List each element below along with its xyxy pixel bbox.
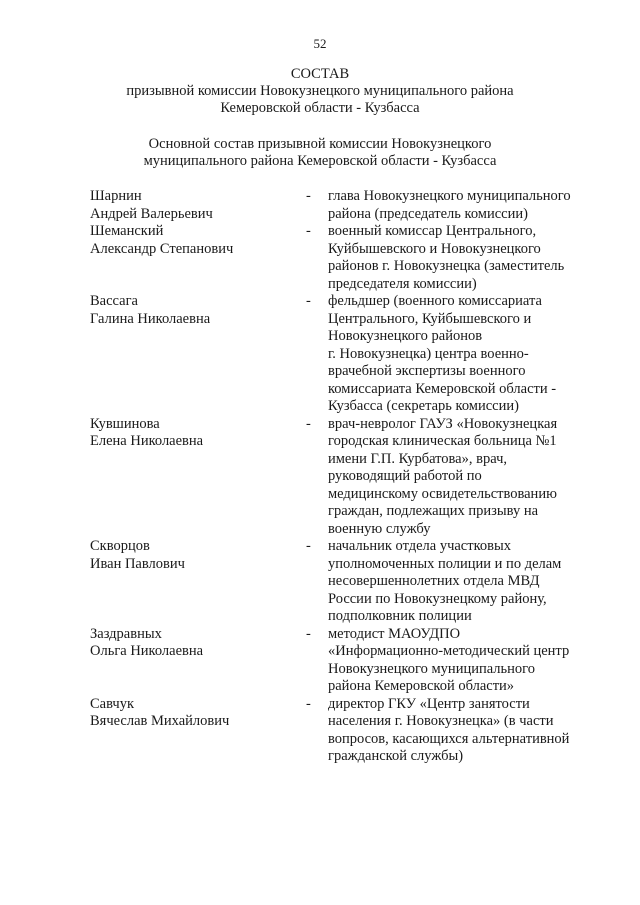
- member-row: [0, 223, 640, 293]
- member-role-line: района Кемеровской области»: [328, 678, 515, 694]
- member-name: [90, 223, 233, 258]
- member-role-line: граждан, подлежащих призыву на: [328, 503, 539, 519]
- member-role-line: России по Новокузнецкому району,: [328, 590, 547, 607]
- member-dash: -: [306, 695, 311, 712]
- member-role-line: вопросов, касающихся альтернативной: [328, 730, 570, 747]
- member-role-line: глава Новокузнецкого муниципального: [328, 188, 571, 204]
- member-dash: -: [306, 223, 311, 239]
- member-role-line: фельдшер (военного комиссариата: [328, 293, 542, 309]
- member-surname: Шеманский: [90, 223, 164, 239]
- member-role-line: районов г. Новокузнецка (заместитель: [328, 258, 565, 274]
- member-role-line: городская клиническая больница №1: [328, 433, 557, 449]
- member-given-name: Ольга Николаевна: [90, 643, 204, 659]
- member-row: [0, 416, 640, 539]
- section-heading-line-2: муниципального района Кемеровской области - Кузбасса: [143, 153, 497, 169]
- member-row: [0, 538, 640, 626]
- member-surname: Скворцов: [90, 538, 150, 554]
- member-role-line: начальник отдела участковых: [328, 538, 511, 554]
- member-role-line: врач-невролог ГАУЗ «Новокузнецкая: [328, 415, 558, 432]
- member-role-line: Кузбасса (секретарь комиссии): [328, 398, 519, 414]
- member-dash: -: [306, 293, 311, 309]
- member-role-line: Центрального, Куйбышевского и: [328, 310, 532, 327]
- member-surname: Шарнин: [90, 188, 142, 204]
- member-row: [0, 626, 640, 696]
- member-role-line: председателя комиссии): [328, 275, 477, 292]
- member-row: [0, 188, 640, 223]
- member-dash: -: [306, 625, 311, 642]
- member-role-line: Новокузнецкого районов: [328, 328, 483, 344]
- member-role-line: военную службу: [328, 520, 431, 537]
- member-role-line: Новокузнецкого муниципального: [328, 660, 535, 677]
- member-role: [328, 696, 598, 766]
- member-row: [0, 696, 640, 766]
- member-role-line: медицинскому освидетельствованию: [328, 485, 557, 502]
- member-role-line: имени Г.П. Курбатова», врач,: [328, 450, 507, 467]
- member-role-line: руководящий работой по: [328, 468, 482, 484]
- member-name: [90, 188, 213, 223]
- member-name: [90, 293, 210, 328]
- member-dash: -: [306, 188, 311, 204]
- member-role: [328, 188, 598, 223]
- document-title: СОСТАВ: [290, 66, 350, 82]
- member-given-name: Александр Степанович: [90, 240, 234, 257]
- member-name: [90, 416, 203, 451]
- members-list: [0, 188, 640, 766]
- member-role: [328, 626, 598, 696]
- member-role-line: района (председатель комиссии): [328, 205, 528, 222]
- section-heading-line-1: Основной состав призывной комиссии Новокузнецкого: [148, 136, 492, 152]
- member-surname: Кувшинова: [90, 415, 160, 432]
- member-given-name: Галина Николаевна: [90, 310, 211, 327]
- member-surname: Заздравных: [90, 625, 162, 642]
- member-surname: Вассага: [90, 293, 138, 309]
- member-role-line: подполковник полиции: [328, 608, 472, 624]
- member-role: [328, 538, 598, 626]
- member-role: [328, 293, 598, 416]
- member-role: [328, 223, 598, 293]
- member-role-line: директор ГКУ «Центр занятости: [328, 695, 530, 712]
- member-role-line: несовершеннолетних отдела МВД: [328, 573, 540, 589]
- member-role-line: врачебной экспертизы военного: [328, 363, 526, 379]
- member-role-line: гражданской службы): [328, 748, 464, 764]
- member-role-line: комиссариата Кемеровской области -: [328, 380, 557, 397]
- member-role-line: военный комиссар Центрального,: [328, 223, 537, 239]
- member-row: [0, 293, 640, 416]
- member-role: [328, 416, 598, 539]
- member-role-line: Куйбышевского и Новокузнецкого: [328, 240, 541, 257]
- member-dash: -: [306, 415, 311, 432]
- member-given-name: Иван Павлович: [90, 555, 185, 572]
- member-given-name: Вячеслав Михайлович: [90, 713, 230, 729]
- member-role-line: методист МАОУДПО: [328, 625, 461, 642]
- member-name: [90, 696, 229, 731]
- title-subline-2: Кемеровской области - Кузбасса: [220, 100, 420, 116]
- page-number: 52: [313, 36, 327, 51]
- member-given-name: Елена Николаевна: [90, 433, 204, 449]
- member-given-name: Андрей Валерьевич: [90, 205, 213, 222]
- member-role-line: г. Новокузнецка) центра военно-: [328, 345, 529, 362]
- member-dash: -: [306, 538, 311, 554]
- member-name: [90, 538, 185, 573]
- title-subline-1: призывной комиссии Новокузнецкого муниципального района: [126, 83, 514, 99]
- member-role-line: уполномоченных полиции и по делам: [328, 555, 562, 572]
- member-role-line: населения г. Новокузнецка» (в части: [328, 713, 554, 729]
- member-surname: Савчук: [90, 695, 134, 712]
- member-name: [90, 626, 203, 661]
- member-role-line: «Информационно-методический центр: [328, 643, 570, 659]
